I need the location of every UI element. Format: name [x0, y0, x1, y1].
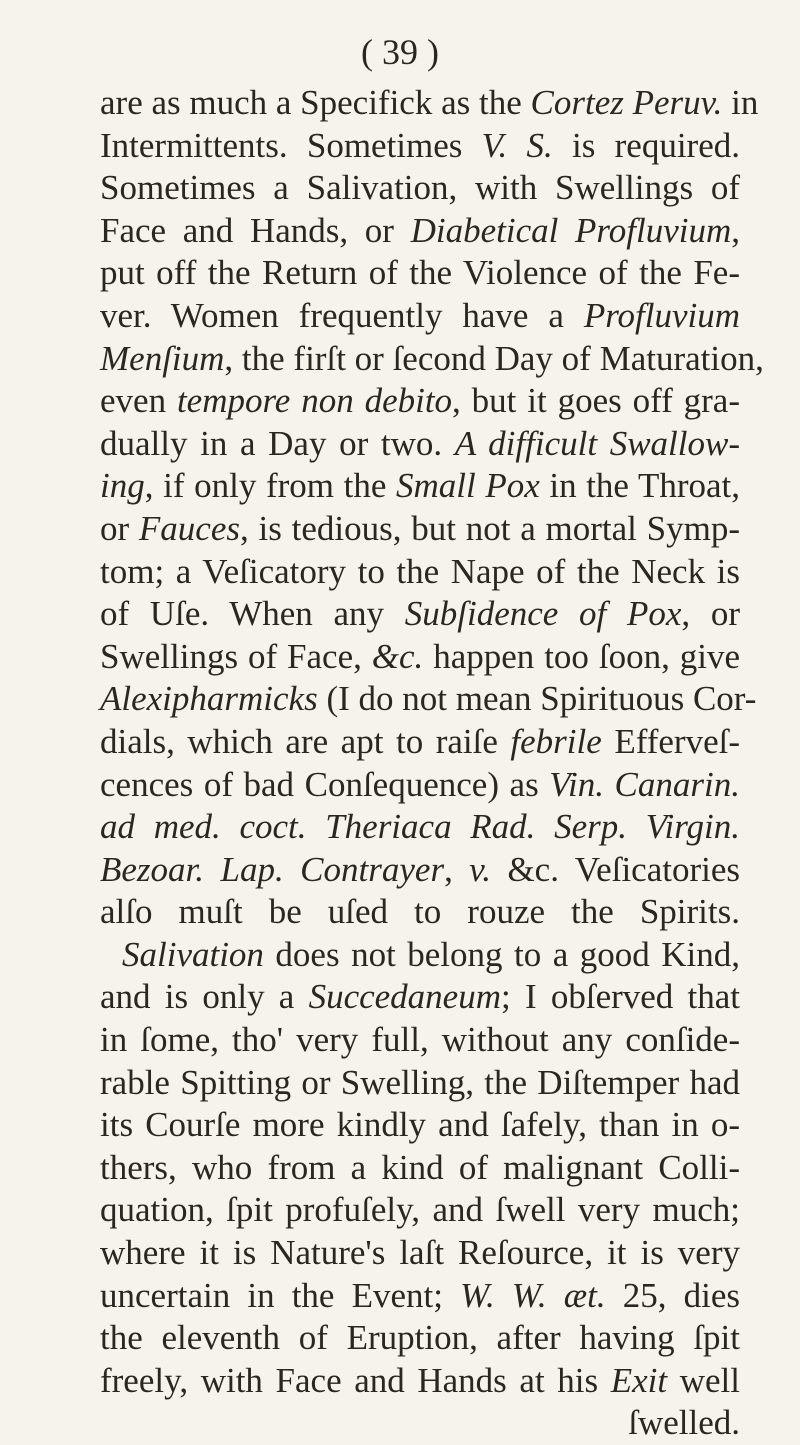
text-line [100, 1147, 740, 1190]
text-run: Intermittents. Sometimes [100, 125, 482, 165]
italic-text: W. W. æt. [460, 1275, 606, 1315]
text-line [100, 252, 740, 295]
text-line [100, 1402, 740, 1445]
italic-text: ad med. coct. Theriaca Rad. Serp. Virgin. [100, 807, 740, 847]
text-run: or [100, 508, 139, 548]
text-run: , [444, 849, 470, 889]
text-run: the eleventh of Eruption, after having ſpit [100, 1318, 740, 1358]
body-text [100, 82, 764, 1445]
text-line [100, 1317, 740, 1360]
text-run: in the Throat, [539, 466, 740, 506]
italic-text: Fauces [138, 508, 240, 548]
text-line [100, 1360, 740, 1403]
text-run: 25, dies [605, 1275, 740, 1315]
text-run: its Courſe more kindly and ſafely, than in o- [100, 1105, 740, 1145]
text-line [100, 551, 740, 594]
text-run: dually in a Day or two. [100, 423, 455, 463]
text-run: does not belong to a good Kind, [263, 934, 740, 974]
italic-text: Exit [610, 1360, 668, 1400]
italic-text: Cortez Peruv. [530, 83, 723, 122]
text-run: and is only a [100, 977, 309, 1017]
italic-text: &c. [371, 636, 424, 676]
italic-text: tempore non debito [176, 381, 453, 421]
italic-text: A difficult Swallow- [454, 423, 740, 463]
text-run: rable Spitting or Swelling, the Diſtemper had [100, 1062, 740, 1102]
text-run: is required. [552, 125, 740, 165]
text-run: where it is Nature's laſt Reſource, it is very [100, 1233, 740, 1273]
text-line [100, 806, 740, 849]
text-line [100, 721, 740, 764]
text-line [100, 295, 740, 338]
text-line [100, 849, 740, 892]
text-run: ver. Women frequently have a [100, 295, 584, 335]
text-line [100, 1062, 740, 1105]
text-line [100, 678, 757, 721]
text-run: of Uſe. When any [100, 594, 405, 634]
text-run: even [100, 381, 177, 421]
text-run: are as much a Specifick as the [100, 83, 531, 122]
text-line [100, 338, 764, 381]
italic-text: Diabetical Profluvium [410, 210, 732, 250]
text-line [100, 508, 740, 551]
text-run: Face and Hands, or [100, 210, 411, 250]
text-run: quation, ſpit profuſely, and ſwell very much; [100, 1190, 740, 1230]
text-run: thers, who from a kind of malignant Colli- [100, 1147, 740, 1187]
text-run: , [731, 210, 740, 250]
text-run: tom; a Veſicatory to the Nape of the Neck is [100, 551, 740, 591]
text-line [100, 1232, 740, 1275]
text-line [100, 1104, 740, 1147]
text-run: Swellings of Face, [100, 636, 372, 676]
italic-text: Bezoar. Lap. Contrayer [100, 849, 445, 889]
text-run: freely, with Face and Hands at his [100, 1360, 611, 1400]
text-line [100, 636, 740, 679]
text-run: in ſome, tho' very full, without any conſide- [100, 1020, 740, 1060]
text-run: , the firſt or ſecond Day of Maturation, [224, 338, 764, 378]
text-run: well [667, 1360, 740, 1400]
text-line [100, 593, 740, 636]
text-run: cences of bad Conſequence) as [100, 764, 550, 804]
text-run: , but it goes off gra- [452, 381, 740, 421]
page-number: ( 39 ) [361, 32, 439, 72]
text-run: (I do not mean Spirituous Cor- [317, 679, 757, 719]
text-run: alſo muſt be uſed to rouze the Spirits. [100, 892, 740, 932]
italic-text: Vin. Canarin. [549, 764, 740, 804]
text-line [100, 1189, 740, 1232]
italic-text: Succedaneum [308, 977, 501, 1017]
text-line [100, 465, 740, 508]
italic-text: Small Pox [395, 466, 540, 506]
text-line [100, 1019, 740, 1062]
text-run: dials, which are apt to raiſe [100, 721, 511, 761]
text-line [100, 1275, 740, 1318]
text-line [100, 891, 740, 934]
text-line [100, 934, 740, 977]
text-run: ; I obſerved that [501, 977, 741, 1017]
italic-text: Profluvium [583, 295, 740, 335]
text-run: in [722, 83, 759, 122]
italic-text: Subſidence of Pox [404, 594, 682, 634]
text-run: , if only from the [144, 466, 396, 506]
text-run: , or [681, 594, 741, 634]
italic-text: V. S. [481, 125, 553, 165]
text-line [100, 167, 740, 210]
text-line [100, 423, 740, 466]
text-line [100, 125, 740, 168]
italic-text: v. [469, 849, 491, 889]
text-line [100, 82, 759, 125]
text-run: put off the Return of the Violence of the Fe- [100, 253, 740, 293]
italic-text: ing [100, 466, 145, 506]
text-run: ſwelled. [628, 1403, 740, 1443]
text-run: Sometimes a Salivation, with Swellings of [100, 168, 740, 208]
text-line [100, 380, 740, 423]
text-line [100, 764, 740, 807]
text-run: uncertain in the Event; [100, 1275, 461, 1315]
text-run: , is tedious, but not a mortal Symp- [240, 508, 740, 548]
italic-text: febrile [510, 721, 602, 761]
text-line [100, 210, 740, 253]
text-run: Efferveſ- [601, 721, 740, 761]
text-line [100, 976, 740, 1019]
text-run: &c. Veſicatories [490, 849, 740, 889]
italic-text: Alexipharmicks [100, 679, 318, 719]
italic-text: Menſium [100, 338, 225, 378]
italic-text: Salivation [122, 934, 264, 974]
text-run: happen too ſoon, give [423, 636, 740, 676]
